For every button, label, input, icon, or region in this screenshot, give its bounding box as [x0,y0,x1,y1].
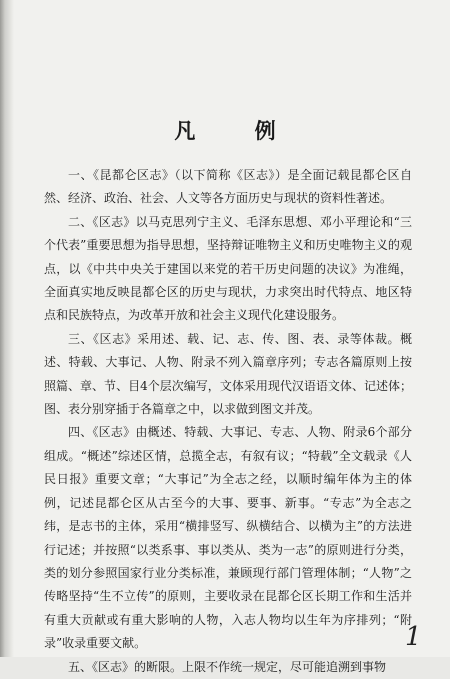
paragraph-2: 二、《区志》以马克思列宁主义、毛泽东思想、邓小平理论和“三个代表”重要思想为指导思想，坚持辩证唯物主义和历史唯物主义的观点，以《中共中央关于建国以来党的若干历史问题的决议》为准绳，全面真实地反映昆都仑区的历史与现状，力求突出时代特点、地区特点和民族特点，为改革开放和社会主义现代化建设服务。 [44,214,412,323]
page-title: 凡 例 [174,118,302,143]
body-text [44,164,412,679]
paragraph-5: 五、《区志》的断限。上限不作统一规定，尽可能追溯到事物 [68,659,387,674]
paragraph-1: 一、《昆都仑区志》（以下简称《区志》）是全面记载昆都仑区自然、经济、政治、社会、人文等各方面历史与现状的资料性著述。 [44,168,412,206]
paragraph-3: 三、《区志》采用述、载、记、志、传、图、表、录等体裁。概述、特载、大事记、人物、附录不列入篇章序列；专志各篇原则上按照篇、章、节、目4个层次编写，文体采用现代汉语语文体、记述体；图、表分别穿插于各篇章之中，以求做到图文并茂。 [44,331,412,417]
page-number: 1 [405,622,422,652]
paragraph-4: 四、《区志》由概述、特载、大事记、专志、人物、附录6个部分组成。“概述”综述区情，总揽全志，有叙有议；“特载”全文载录《人民日报》重要文章；“大事记”为全志之经，以顺时编年体为主的体例，记述昆都仑区从古至今的大事、要事、新事。“专志”为全志之纬，是志书的主体，采用“横排竖写、纵横结合、以横为主”的方法进行记述；并按照“以类系事、事以类从、类为一志”的原则进行分类，类的划分参照国家行业分类标准，兼顾现行部门管理体制；“人物”之传略坚持“生不立传”的原则，主要收录在昆都仑区长期工作和生活并有重大贡献或有重大影响的人物，入志人物均以生年为序排列；“附录”收录重要文献。 [44,425,412,651]
binding-shadow [0,0,14,657]
